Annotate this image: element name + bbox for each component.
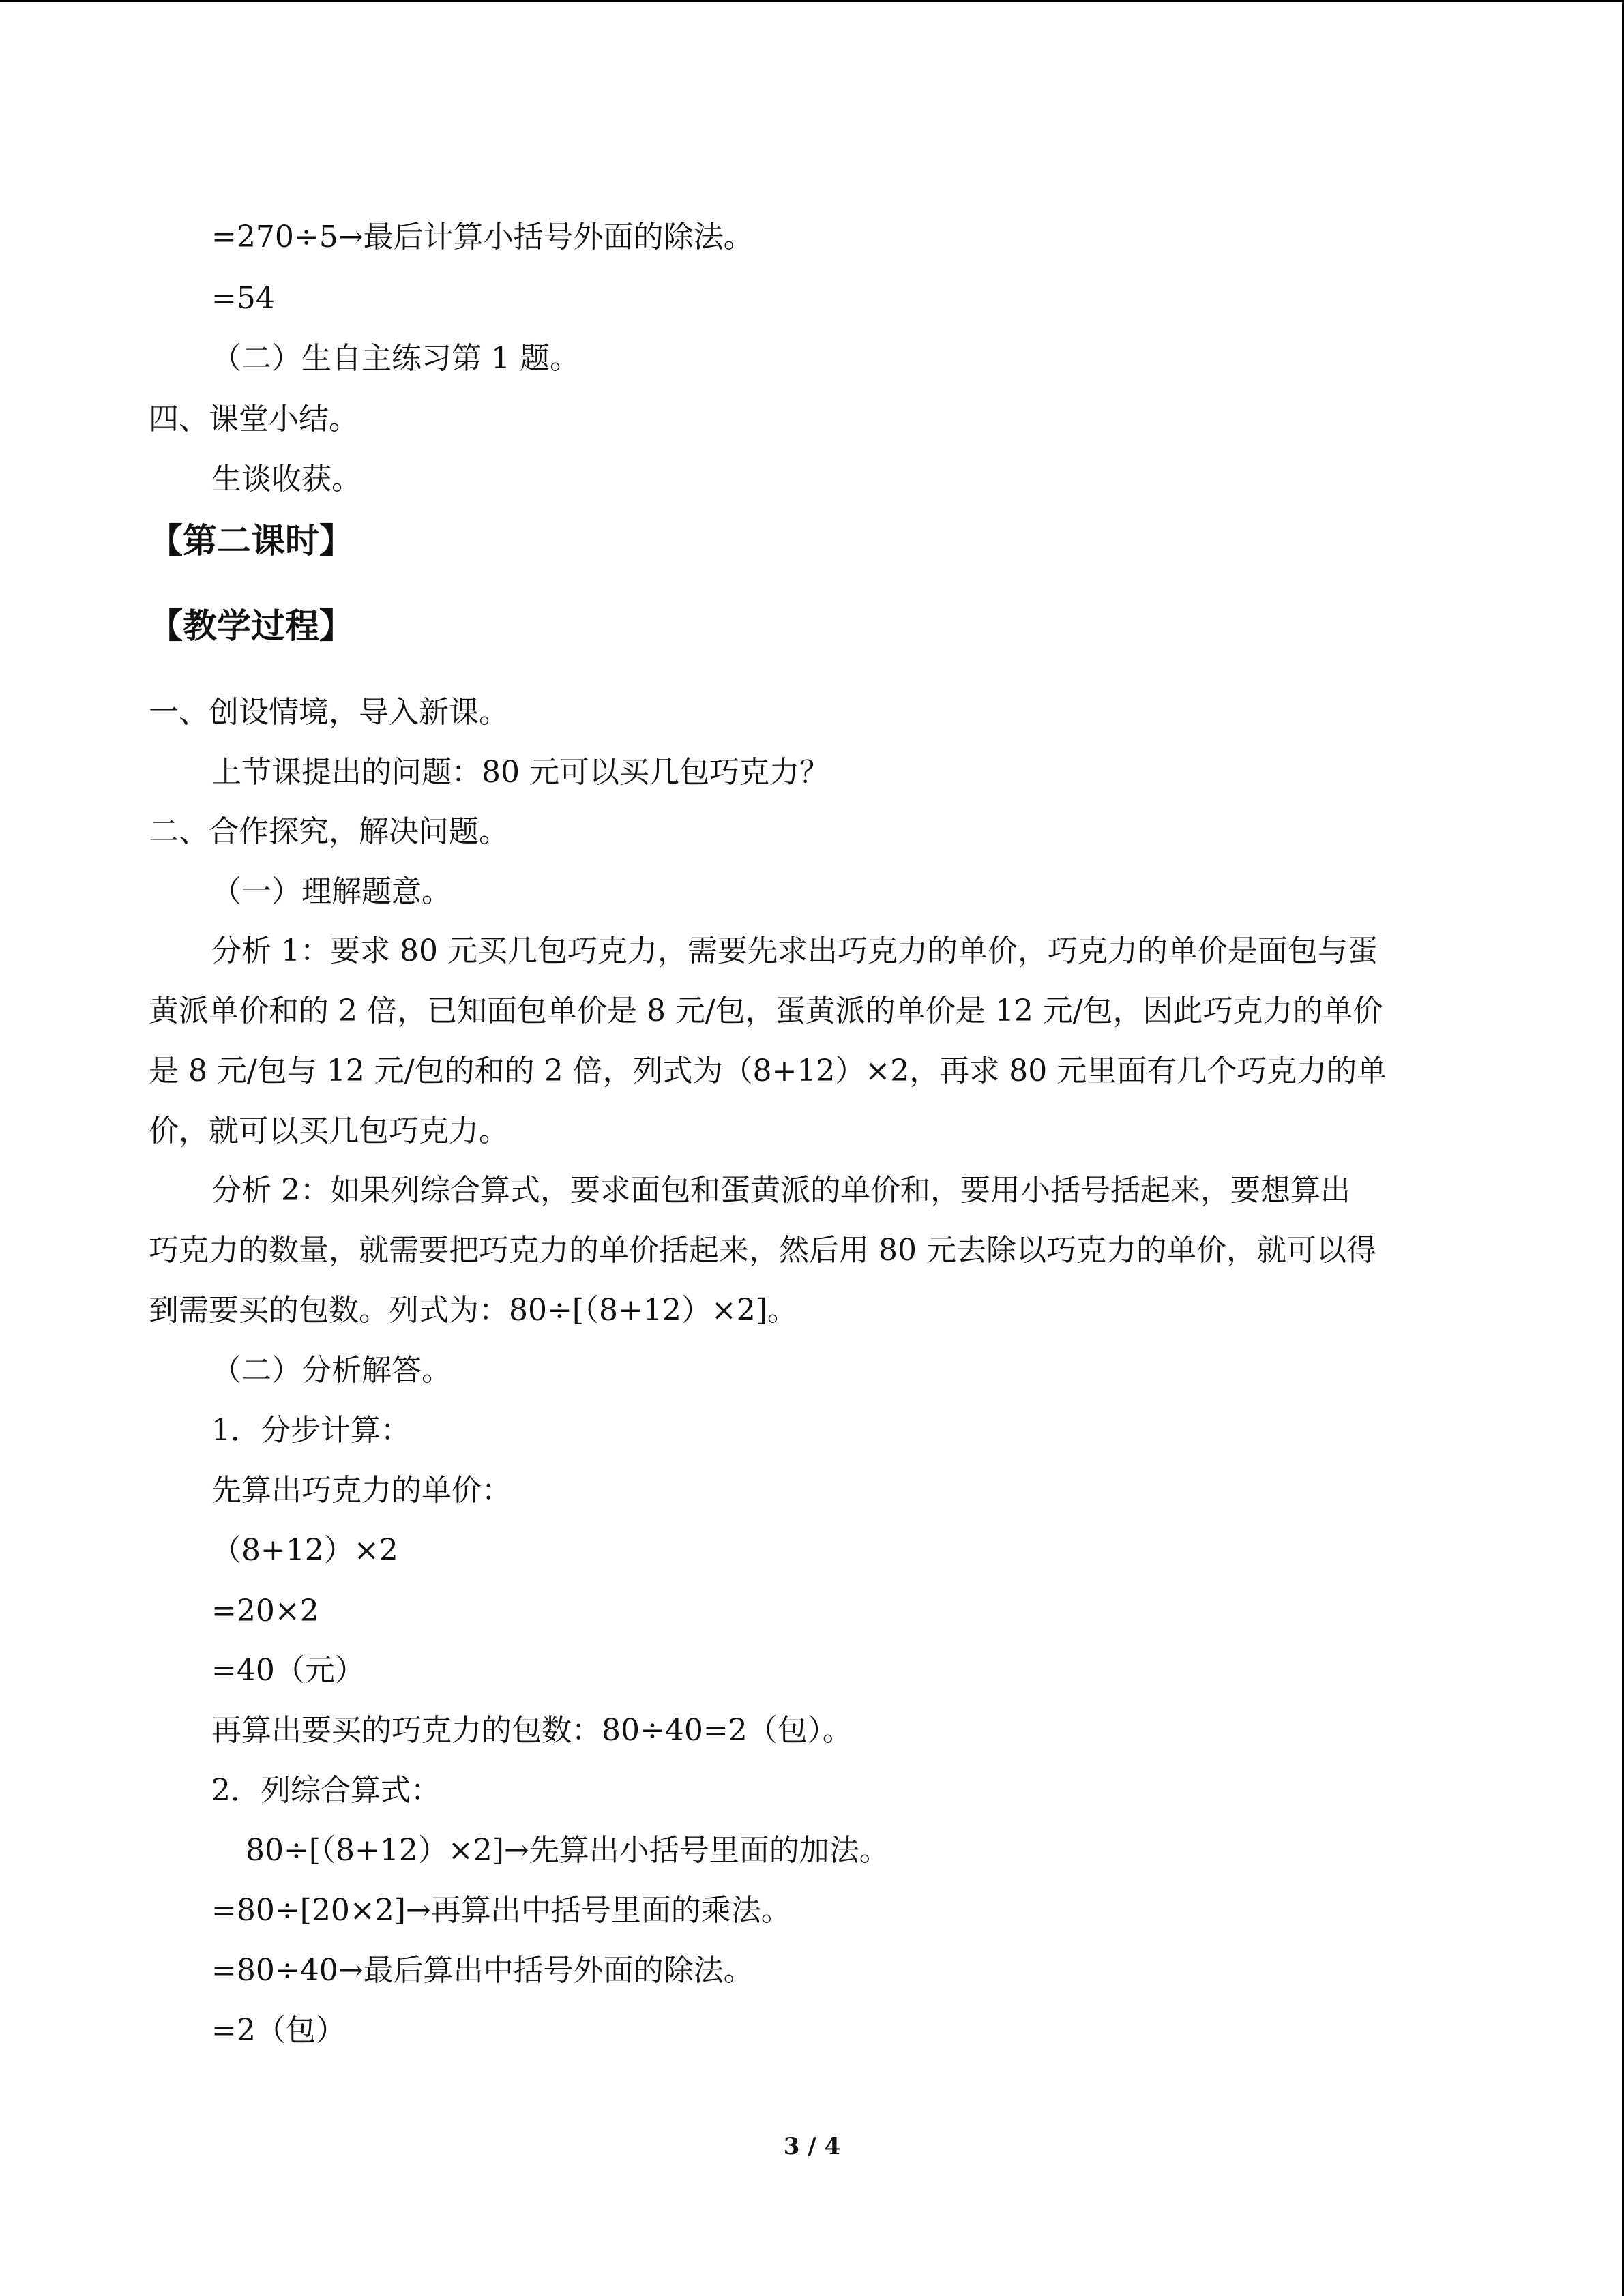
- formula-line: =80÷[20×2]→再算出中括号里面的乘法。: [211, 1893, 791, 1928]
- text-line: （二）分析解答。: [211, 1353, 452, 1388]
- paragraph-line: 分析 1：要求 80 元买几包巧克力，需要先求出巧克力的单价，巧克力的单价是面包与蛋: [211, 934, 1378, 968]
- text-line: =270÷5→最后计算小括号外面的除法。: [211, 220, 754, 254]
- page-number: 3 / 4: [783, 2133, 841, 2160]
- formula-line: =40（元）: [211, 1653, 365, 1688]
- paragraph-line: 到需要买的包数。列式为：80÷[（8+12）×2]。: [149, 1293, 797, 1328]
- text-line: （二）生自主练习第 1 题。: [211, 341, 580, 376]
- text-line: 生谈收获。: [211, 462, 361, 496]
- formula-line: 80÷[（8+12）×2]→先算出小括号里面的加法。: [246, 1833, 889, 1868]
- paragraph-line: 黄派单价和的 2 倍，已知面包单价是 8 元/包，蛋黄派的单价是 12 元/包，因此巧克力的单价: [149, 994, 1383, 1028]
- paragraph-line: 是 8 元/包与 12 元/包的和的 2 倍，列式为（8+12）×2，再求 80 元里面有几个巧克力的单: [149, 1054, 1387, 1088]
- process-title: 【教学过程】: [149, 606, 353, 646]
- text-line: 上节课提出的问题：80 元可以买几包巧克力？: [211, 755, 829, 790]
- section-heading: 一、创设情境，导入新课。: [149, 695, 509, 730]
- formula-line: （8+12）×2: [211, 1533, 398, 1568]
- section-heading: 二、合作探究，解决问题。: [149, 814, 509, 849]
- text-line: 1．分步计算：: [211, 1413, 411, 1448]
- text-line: =54: [211, 281, 275, 316]
- formula-line: =2（包）: [211, 2013, 346, 2048]
- section-heading: 四、课堂小结。: [149, 402, 359, 436]
- text-line: 2．列综合算式：: [211, 1773, 441, 1808]
- formula-line: =20×2: [211, 1594, 319, 1628]
- lesson-title: 【第二课时】: [149, 520, 353, 561]
- paragraph-line: 巧克力的数量，就需要把巧克力的单价括起来，然后用 80 元去除以巧克力的单价，就可以得: [149, 1233, 1376, 1268]
- paragraph-line: 分析 2：如果列综合算式，要求面包和蛋黄派的单价和，要用小括号括起来，要想算出: [211, 1173, 1350, 1208]
- text-line: 再算出要买的巧克力的包数：80÷40=2（包）。: [211, 1713, 853, 1748]
- formula-line: =80÷40→最后算出中括号外面的除法。: [211, 1953, 754, 1988]
- paragraph-line: 价，就可以买几包巧克力。: [149, 1114, 509, 1148]
- text-line: （一）理解题意。: [211, 874, 452, 909]
- text-line: 先算出巧克力的单价：: [211, 1473, 512, 1508]
